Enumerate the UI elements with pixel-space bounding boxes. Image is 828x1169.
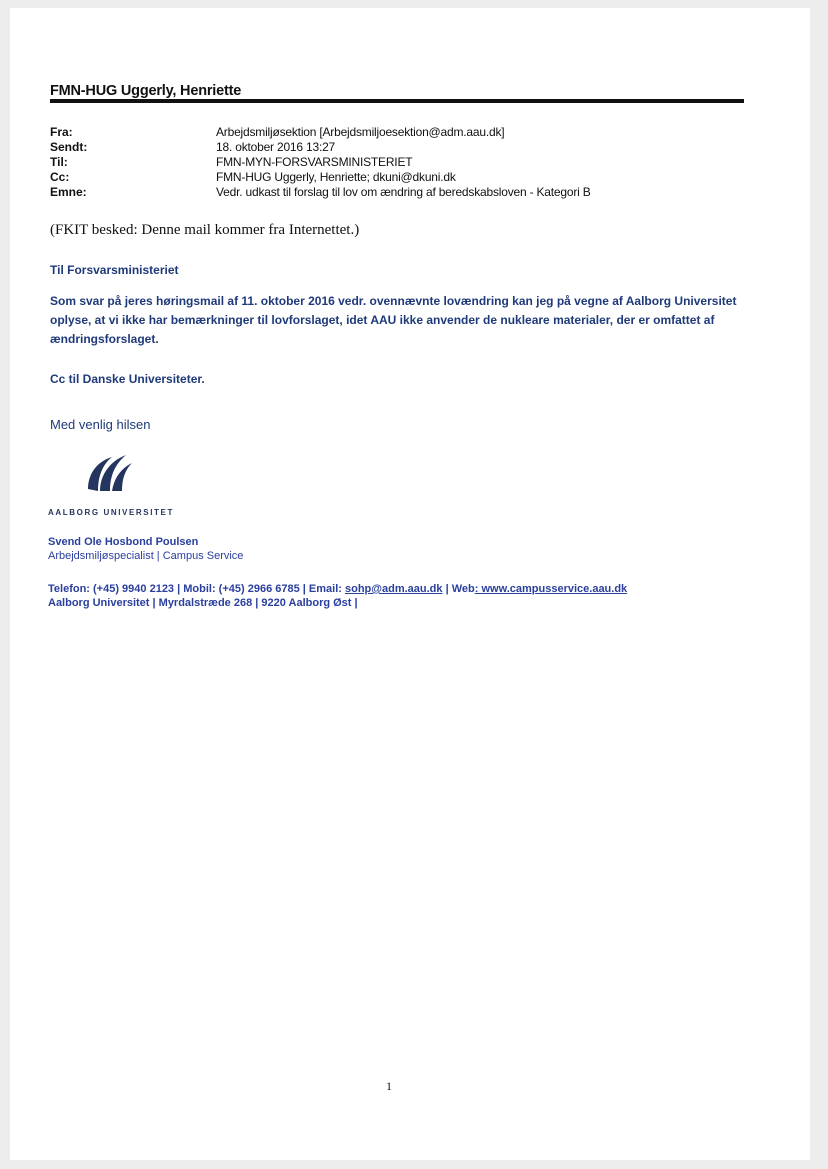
contact-line	[48, 583, 768, 595]
sent-value: 18. oktober 2016 13:27	[216, 140, 336, 154]
web-prefix: | Web	[442, 583, 475, 595]
subject-value: Vedr. udkast til forslag til lov om ændring af beredskabsloven - Kategori B	[216, 185, 591, 199]
from-label: Fra:	[50, 125, 73, 139]
cc-label: Cc:	[50, 170, 70, 184]
page-number: 1	[386, 1079, 392, 1093]
document-title: FMN-HUG Uggerly, Henriette	[50, 83, 242, 99]
logo-wordmark: AALBORG UNIVERSITET	[48, 508, 174, 517]
signature-name: Svend Ole Hosbond Poulsen	[48, 536, 199, 548]
cc-value: FMN-HUG Uggerly, Henriette; dkuni@dkuni.dk	[216, 170, 456, 184]
sent-label: Sendt:	[50, 140, 88, 154]
internet-notice: (FKIT besked: Denne mail kommer fra Internettet.)	[50, 222, 360, 238]
web-link[interactable]: : www.campusservice.aau.dk	[474, 583, 628, 595]
greeting: Til Forsvarsministeriet	[50, 263, 179, 277]
body-paragraph: Som svar på jeres høringsmail af 11. oktober 2016 vedr. ovennævnte lovændring kan jeg på vegne af Aalborg Universitet oplyse, at vi ikke har bemærkninger til lovforslaget, idet AAU ikke anvender de nukleare materialer, der er omfattet af ændringsforslaget.	[50, 294, 737, 346]
to-value: FMN-MYN-FORSVARSMINISTERIET	[216, 155, 413, 169]
signature-title: Arbejdsmiljøspecialist | Campus Service	[48, 550, 244, 562]
cc-line: Cc til Danske Universiteter.	[50, 372, 205, 386]
title-rule	[50, 99, 744, 103]
closing: Med venlig hilsen	[50, 417, 151, 432]
from-value: Arbejdsmiljøsektion [Arbejdsmiljoesektion@adm.aau.dk]	[216, 125, 505, 139]
to-label: Til:	[50, 155, 68, 169]
subject-label: Emne:	[50, 185, 87, 199]
university-logo-icon	[82, 449, 134, 497]
email-link[interactable]: sohp@adm.aau.dk	[344, 583, 443, 595]
contact-prefix: Telefon: (+45) 9940 2123 | Mobil: (+45) 2966 6785 | Email:	[48, 583, 345, 595]
address-line: Aalborg Universitet | Myrdalstræde 268 | 9220 Aalborg Øst |	[48, 597, 358, 609]
